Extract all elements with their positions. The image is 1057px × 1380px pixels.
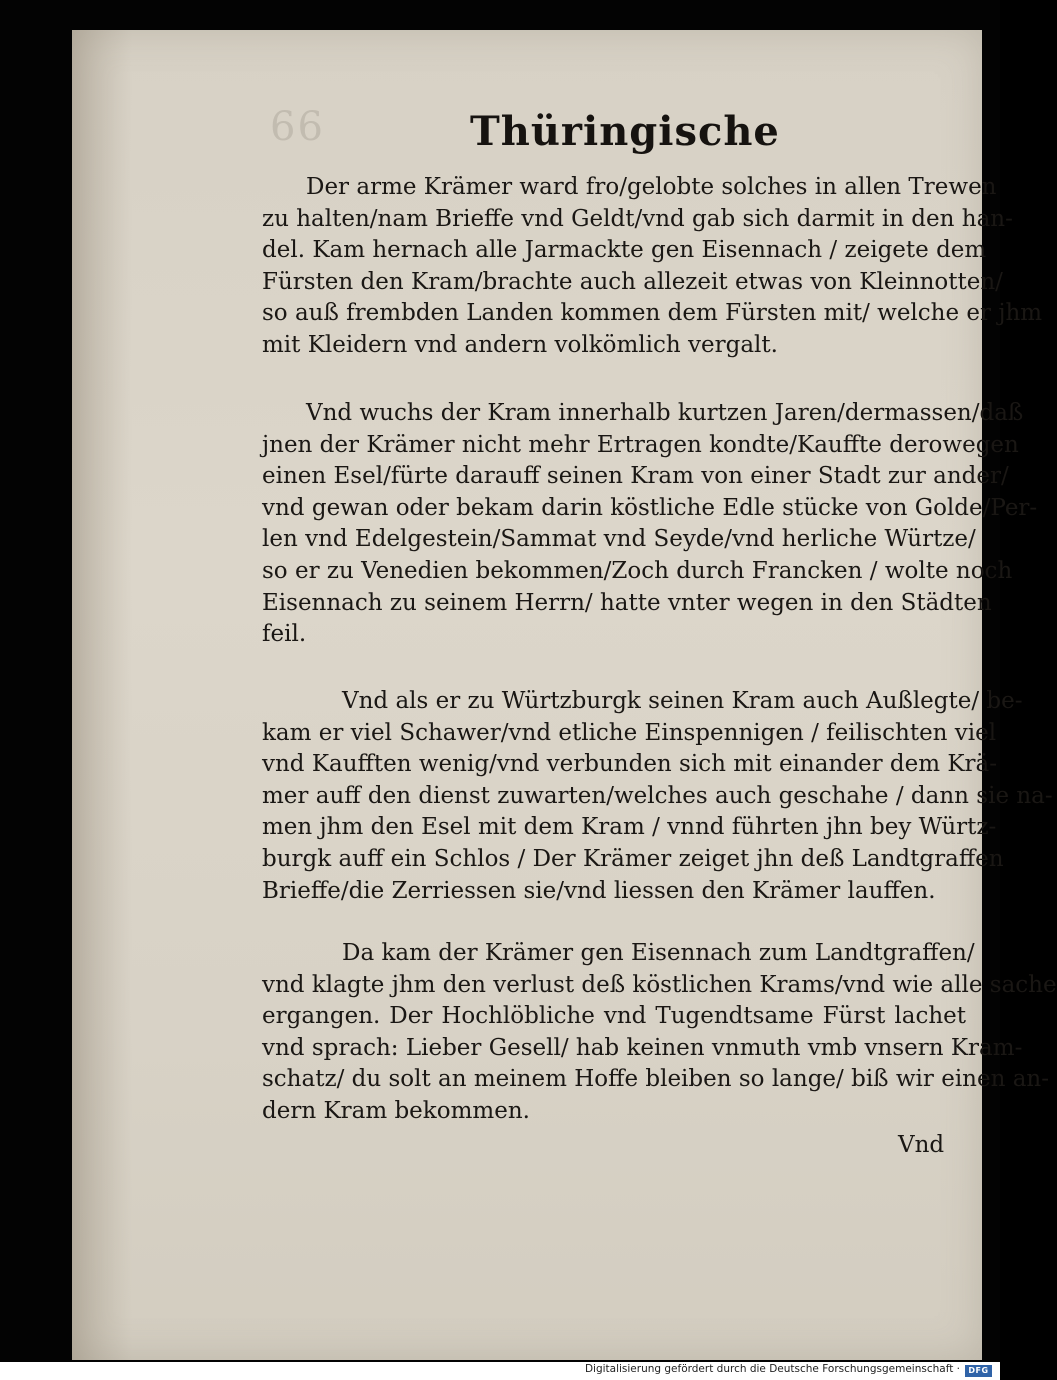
- text-line: vnd klagte jhm den verlust deß köstlichen Krams/vnd wie alle sache: [262, 971, 1057, 998]
- paragraph: [262, 172, 1043, 362]
- text-line: so auß frembden Landen kommen dem Fürsten mit/ welche er jhm: [262, 300, 1043, 327]
- text-line: so er zu Venedien bekommen/Zoch durch Francken / wolte noch: [262, 557, 1013, 584]
- text-line: vnd sprach: Lieber Gesell/ hab keinen vnmuth vmb vnsern Kram-: [262, 1034, 1023, 1061]
- text-line: kam er viel Schawer/vnd etliche Einspennigen / feilischten viel: [262, 719, 997, 746]
- paragraph: [262, 686, 1053, 907]
- text-line: zu halten/nam Brieffe vnd Geldt/vnd gab sich darmit in den han-: [262, 205, 1013, 232]
- digitization-footer: [0, 1362, 1000, 1380]
- dfg-logo-icon[interactable]: DFG: [965, 1365, 992, 1377]
- text-line: men jhm den Esel mit dem Kram / vnnd führten jhn bey Würtz-: [262, 814, 997, 841]
- text-line: ergangen. Der Hochlöbliche vnd Tugendtsame Fürst lachet: [262, 1003, 966, 1030]
- text-line: mit Kleidern vnd andern volkömlich vergalt.: [262, 331, 778, 358]
- text-line: len vnd Edelgestein/Sammat vnd Seyde/vnd herliche Würtze/: [262, 526, 976, 553]
- catchword: Vnd: [898, 1132, 945, 1158]
- text-line: schatz/ du solt an meinem Hoffe bleiben so lange/ biß wir einen an-: [262, 1066, 1050, 1093]
- running-head: Thüringische: [470, 108, 780, 155]
- text-line: Eisennach zu seinem Herrn/ hatte vnter wegen in den Städten: [262, 589, 992, 616]
- text-line: feil.: [262, 621, 307, 648]
- text-line: einen Esel/fürte darauff seinen Kram von einer Stadt zur ander/: [262, 463, 1009, 490]
- text-line: Der arme Krämer ward fro/gelobte solches in allen Trewen: [306, 174, 997, 200]
- paragraph: [262, 398, 1038, 651]
- text-line: burgk auff ein Schlos / Der Krämer zeiget jhn deß Landtgraffen: [262, 845, 1004, 872]
- text-line: del. Kam hernach alle Jarmackte gen Eisennach / zeigete dem: [262, 237, 987, 264]
- text-line: vnd Kaufften wenig/vnd verbunden sich mit einander dem Krä-: [262, 751, 998, 778]
- funding-notice: Digitalisierung gefördert durch die Deutsche Forschungsgemeinschaft ·: [584, 1363, 960, 1375]
- text-line: Da kam der Krämer gen Eisennach zum Landtgraffen/: [342, 940, 975, 966]
- text-line: vnd gewan oder bekam darin köstliche Edle stücke von Golde/Per-: [262, 494, 1038, 521]
- text-line: Brieffe/die Zerriessen sie/vnd liessen den Krämer lauffen.: [262, 877, 936, 904]
- paragraph: [262, 938, 1057, 1128]
- text-line: Vnd wuchs der Kram innerhalb kurtzen Jaren/dermassen/daß: [306, 400, 1024, 426]
- text-line: dern Kram bekommen.: [262, 1097, 530, 1124]
- text-line: Fürsten den Kram/brachte auch allezeit etwas von Kleinnotten/: [262, 268, 1003, 295]
- text-line: Vnd als er zu Würtzburgk seinen Kram auch Außlegte/ be-: [342, 688, 1023, 714]
- page-number-showthrough: 66: [270, 104, 325, 150]
- text-line: jnen der Krämer nicht mehr Ertragen kondte/Kauffte derowegen: [262, 431, 1019, 458]
- text-line: mer auff den dienst zuwarten/welches auch geschahe / dann sie na-: [262, 782, 1053, 809]
